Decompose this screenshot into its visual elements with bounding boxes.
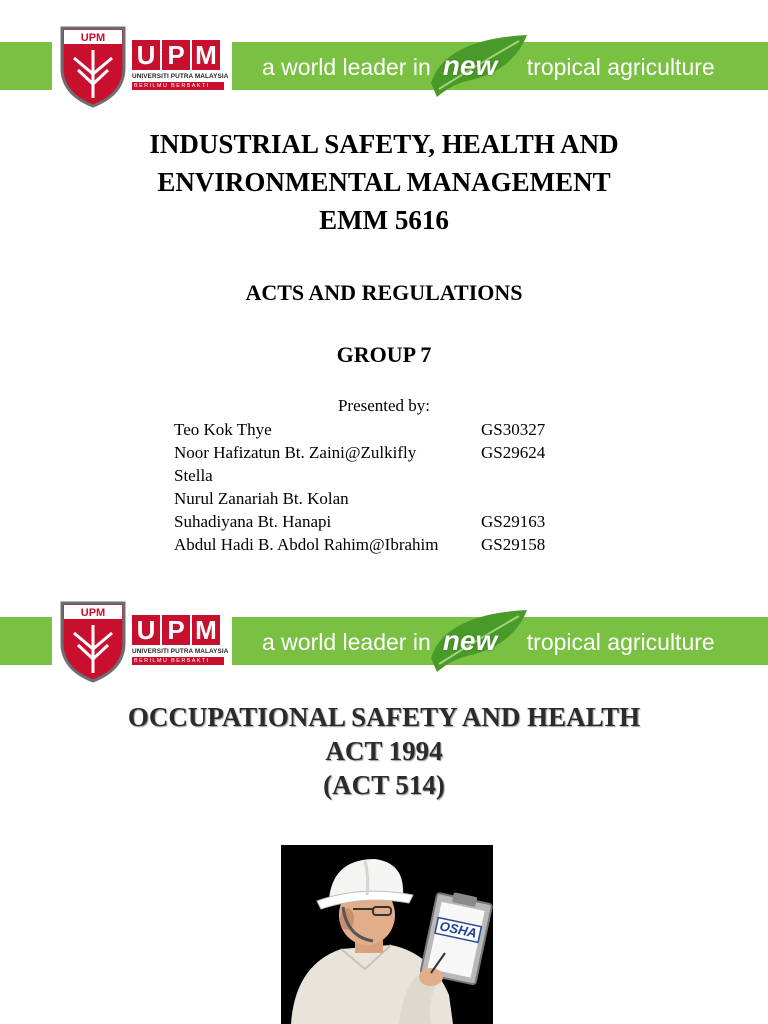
member-row bbox=[174, 487, 594, 510]
member-name: Teo Kok Thye bbox=[174, 420, 272, 439]
upm-letter-u: U bbox=[132, 40, 160, 70]
university-motto: BERILMU BERBAKTI bbox=[132, 82, 224, 90]
tagline-emphasis: new bbox=[442, 50, 498, 81]
member-name: Stella bbox=[174, 466, 213, 485]
tagline-after: tropical agriculture bbox=[526, 628, 715, 655]
course-code: EMM 5616 bbox=[319, 205, 449, 235]
act-title bbox=[0, 700, 768, 802]
member-row bbox=[174, 441, 594, 464]
upm-wordmark bbox=[132, 615, 229, 669]
new-leaf bbox=[433, 47, 525, 87]
upm-letter-m: M bbox=[192, 40, 220, 70]
tagline-after: tropical agriculture bbox=[526, 53, 715, 80]
member-row bbox=[174, 418, 594, 441]
new-leaf bbox=[433, 622, 525, 662]
tagline-before: a world leader in bbox=[262, 628, 431, 655]
course-title-line-1: INDUSTRIAL SAFETY, HEALTH AND bbox=[149, 129, 619, 159]
university-name: UNIVERSITI PUTRA MALAYSIA bbox=[132, 73, 229, 80]
course-title-line-2: ENVIRONMENTAL MANAGEMENT bbox=[157, 167, 611, 197]
crest-text: UPM bbox=[80, 607, 106, 619]
clipboard-osha-label: OSHA bbox=[438, 918, 479, 941]
group-heading: GROUP 7 bbox=[336, 342, 432, 367]
member-name: Nurul Zanariah Bt. Kolan bbox=[174, 489, 349, 508]
presented-by-label: Presented by: bbox=[337, 396, 431, 415]
university-name: UNIVERSITI PUTRA MALAYSIA bbox=[132, 648, 229, 655]
course-title bbox=[0, 125, 768, 239]
crest-text: UPM bbox=[80, 32, 106, 44]
tagline-before: a world leader in bbox=[262, 53, 431, 80]
member-name: Suhadiyana Bt. Hanapi bbox=[174, 512, 332, 531]
member-id: GS30327 bbox=[481, 420, 546, 439]
slide-2 bbox=[0, 575, 768, 1024]
upm-wordmark bbox=[132, 40, 229, 94]
upm-crest-icon bbox=[58, 599, 128, 683]
tagline bbox=[262, 627, 715, 657]
member-name: Abdul Hadi B. Abdol Rahim@Ibrahim bbox=[174, 535, 439, 554]
university-motto: BERILMU BERBAKTI bbox=[132, 657, 224, 665]
university-banner bbox=[0, 575, 768, 699]
member-name: Noor Hafizatun Bt. Zaini@Zulkifly bbox=[174, 443, 417, 462]
upm-letters bbox=[132, 615, 224, 645]
member-id: GS29624 bbox=[481, 443, 546, 462]
upm-letter-p: P bbox=[162, 40, 190, 70]
member-row bbox=[174, 464, 594, 487]
tagline bbox=[262, 52, 715, 82]
topic-heading: ACTS AND REGULATIONS bbox=[245, 280, 523, 305]
upm-crest-icon bbox=[58, 24, 128, 108]
member-row bbox=[174, 533, 594, 556]
university-banner bbox=[0, 0, 768, 124]
act-title-line-1: OCCUPATIONAL SAFETY AND HEALTH bbox=[127, 702, 641, 732]
upm-letter-m: M bbox=[192, 615, 220, 645]
upm-letter-u: U bbox=[132, 615, 160, 645]
act-title-line-2: ACT 1994 bbox=[325, 736, 443, 766]
act-title-line-3: (ACT 514) bbox=[323, 770, 445, 800]
member-id: GS29158 bbox=[481, 535, 546, 554]
tagline-emphasis: new bbox=[442, 625, 498, 656]
safety-worker-illustration bbox=[281, 845, 493, 1024]
safety-worker-photo bbox=[281, 845, 493, 1024]
upm-letters bbox=[132, 40, 224, 70]
member-id: GS29163 bbox=[481, 512, 546, 531]
member-list bbox=[174, 418, 594, 556]
member-row bbox=[174, 510, 594, 533]
upm-letter-p: P bbox=[162, 615, 190, 645]
